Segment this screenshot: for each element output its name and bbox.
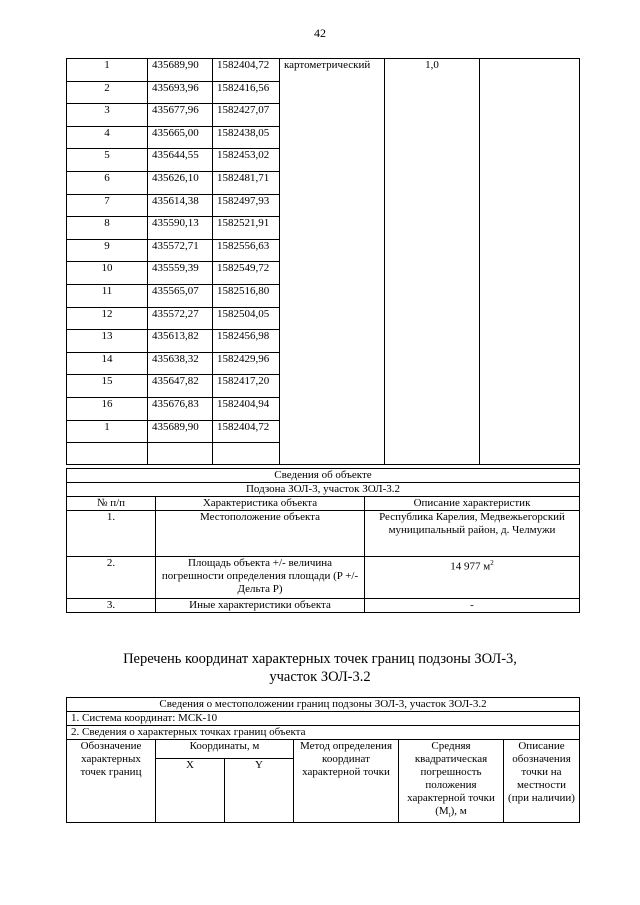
point-number: 16 bbox=[67, 397, 148, 420]
row2-number: 2. bbox=[67, 557, 156, 599]
empty-cell bbox=[213, 443, 280, 465]
point-x: 435572,71 bbox=[148, 239, 213, 262]
point-x: 435614,38 bbox=[148, 194, 213, 217]
accuracy-tail: ), м bbox=[450, 805, 467, 817]
header-description: Описание характеристик bbox=[365, 497, 580, 511]
row1-number: 1. bbox=[67, 511, 156, 557]
point-y: 1582404,72 bbox=[213, 420, 280, 443]
col-accuracy bbox=[399, 740, 504, 823]
point-y: 1582456,98 bbox=[213, 330, 280, 353]
point-number: 9 bbox=[67, 239, 148, 262]
point-x: 435677,96 bbox=[148, 104, 213, 127]
point-y: 1582404,72 bbox=[213, 59, 280, 82]
accuracy-cell: 1,0 bbox=[385, 59, 480, 465]
point-number: 10 bbox=[67, 262, 148, 285]
point-y: 1582504,05 bbox=[213, 307, 280, 330]
table-row bbox=[67, 59, 580, 82]
point-x: 435638,32 bbox=[148, 352, 213, 375]
point-y: 1582521,91 bbox=[213, 217, 280, 240]
method-cell: картометрический bbox=[280, 59, 385, 465]
point-x: 435676,83 bbox=[148, 397, 213, 420]
point-y: 1582516,80 bbox=[213, 284, 280, 307]
header-number: № п/п bbox=[67, 497, 156, 511]
point-number: 12 bbox=[67, 307, 148, 330]
header-characteristic: Характеристика объекта bbox=[156, 497, 365, 511]
points-info: 2. Сведения о характерных точках границ объекта bbox=[67, 726, 580, 740]
point-number: 1 bbox=[67, 420, 148, 443]
point-x: 435572,27 bbox=[148, 307, 213, 330]
borders-table-title: Сведения о местоположении границ подзоны ЗОЛ-3, участок ЗОЛ-3.2 bbox=[67, 698, 580, 712]
coordinate-system: 1. Система координат: МСК-10 bbox=[67, 712, 580, 726]
col-description: Описание обозначения точки на местности (при наличии) bbox=[504, 740, 580, 823]
point-x: 435613,82 bbox=[148, 330, 213, 353]
point-x: 435689,90 bbox=[148, 420, 213, 443]
heading-line-1: Перечень координат характерных точек границ подзоны ЗОЛ-3, bbox=[123, 651, 517, 667]
point-x: 435689,90 bbox=[148, 59, 213, 82]
point-number: 7 bbox=[67, 194, 148, 217]
point-number: 5 bbox=[67, 149, 148, 172]
point-number: 8 bbox=[67, 217, 148, 240]
section-heading bbox=[0, 650, 640, 686]
point-number: 11 bbox=[67, 284, 148, 307]
point-number: 3 bbox=[67, 104, 148, 127]
point-x: 435647,82 bbox=[148, 375, 213, 398]
point-x: 435565,07 bbox=[148, 284, 213, 307]
point-y: 1582549,72 bbox=[213, 262, 280, 285]
point-y: 1582556,63 bbox=[213, 239, 280, 262]
col-designation: Обозначение характерных точек границ bbox=[67, 740, 156, 823]
point-number: 14 bbox=[67, 352, 148, 375]
point-x: 435665,00 bbox=[148, 126, 213, 149]
point-x: 435559,39 bbox=[148, 262, 213, 285]
borders-table bbox=[66, 697, 580, 823]
area-unit-sup: 2 bbox=[490, 559, 494, 567]
object-table-subtitle: Подзона ЗОЛ-3, участок ЗОЛ-3.2 bbox=[67, 483, 580, 497]
point-number: 6 bbox=[67, 171, 148, 194]
point-y: 1582427,07 bbox=[213, 104, 280, 127]
col-x: X bbox=[156, 759, 225, 823]
row3-number: 3. bbox=[67, 599, 156, 613]
point-x: 435626,10 bbox=[148, 171, 213, 194]
point-number: 4 bbox=[67, 126, 148, 149]
point-x: 435590,13 bbox=[148, 217, 213, 240]
point-x: 435644,55 bbox=[148, 149, 213, 172]
col-y: Y bbox=[225, 759, 294, 823]
row2-value bbox=[365, 557, 580, 599]
point-y: 1582438,05 bbox=[213, 126, 280, 149]
point-y: 1582404,94 bbox=[213, 397, 280, 420]
row2-name: Площадь объекта +/- величина погрешности определения площади (P +/- Дельта P) bbox=[156, 557, 365, 599]
accuracy-main: Средняя квадратическая погрешность положения характерной точки (M bbox=[407, 740, 495, 817]
point-number: 2 bbox=[67, 81, 148, 104]
col-coordinates: Координаты, м bbox=[156, 740, 294, 759]
empty-cell bbox=[148, 443, 213, 465]
point-y: 1582453,02 bbox=[213, 149, 280, 172]
heading-line-2: участок ЗОЛ-3.2 bbox=[269, 669, 371, 685]
accuracy-sub: t bbox=[448, 811, 451, 820]
point-y: 1582481,71 bbox=[213, 171, 280, 194]
object-info-table bbox=[66, 468, 580, 613]
point-number: 13 bbox=[67, 330, 148, 353]
row3-name: Иные характеристики объекта bbox=[156, 599, 365, 613]
point-y: 1582497,93 bbox=[213, 194, 280, 217]
description-cell bbox=[480, 59, 580, 465]
point-number: 15 bbox=[67, 375, 148, 398]
point-y: 1582429,96 bbox=[213, 352, 280, 375]
empty-cell bbox=[67, 443, 148, 465]
row3-value: - bbox=[365, 599, 580, 613]
row1-name: Местоположение объекта bbox=[156, 511, 365, 557]
area-value: 14 977 м bbox=[450, 560, 491, 573]
row1-value: Республика Карелия, Медвежьегорский муниципальный район, д. Челмужи bbox=[365, 511, 580, 557]
point-number: 1 bbox=[67, 59, 148, 82]
coordinates-table bbox=[66, 58, 580, 465]
point-x: 435693,96 bbox=[148, 81, 213, 104]
page-number: 42 bbox=[314, 26, 326, 40]
point-y: 1582416,56 bbox=[213, 81, 280, 104]
point-y: 1582417,20 bbox=[213, 375, 280, 398]
col-method: Метод определения координат характерной точки bbox=[294, 740, 399, 823]
object-table-title: Сведения об объекте bbox=[67, 469, 580, 483]
